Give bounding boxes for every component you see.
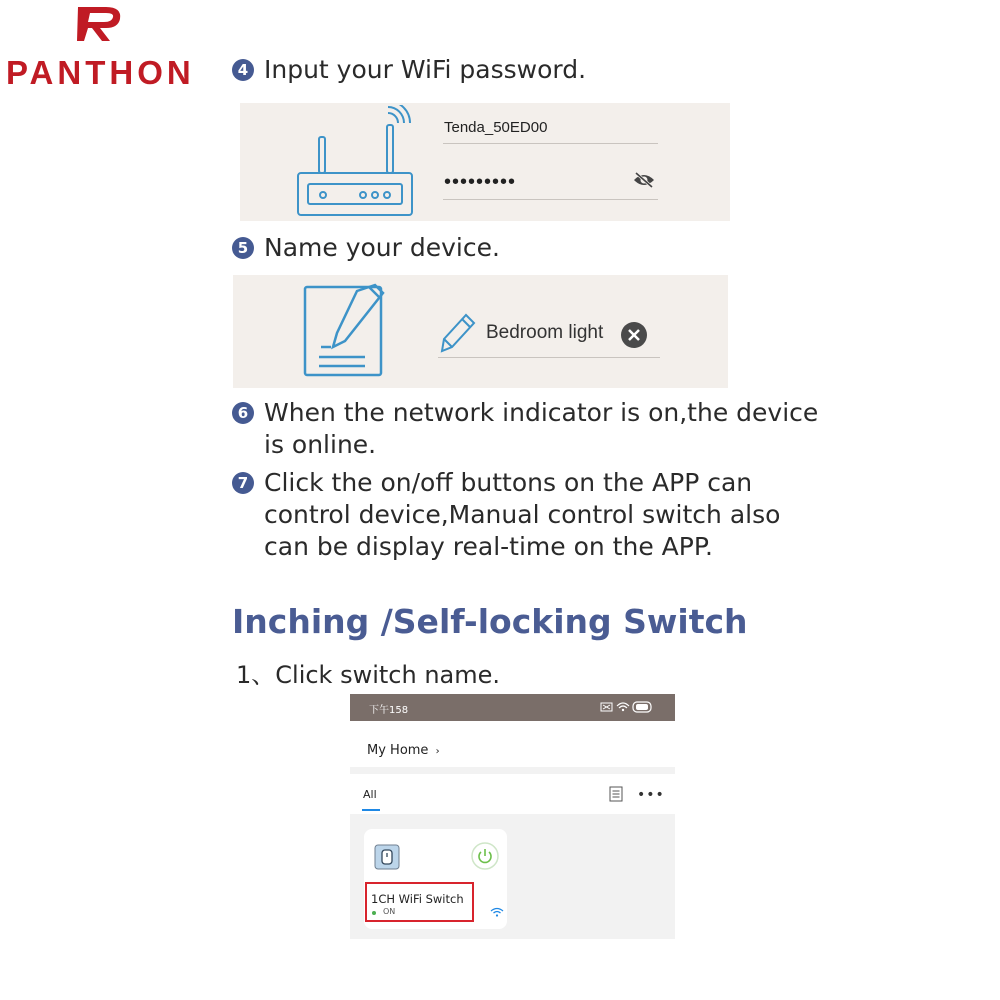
- chevron-right-icon: ›: [435, 746, 440, 757]
- tab-bar: [350, 774, 675, 814]
- step-6: [232, 397, 818, 461]
- step-text: Input your WiFi password.: [264, 55, 587, 84]
- step-7: [232, 467, 780, 563]
- home-title-text: My Home: [367, 743, 429, 758]
- app-screenshot: [350, 694, 675, 939]
- clear-icon: [620, 321, 648, 349]
- router-icon: [292, 105, 422, 220]
- tab-all[interactable]: All: [363, 788, 377, 801]
- password-field: •••••••••: [444, 171, 517, 193]
- step-number: 6: [232, 402, 254, 424]
- step-text-line: is online.: [264, 430, 377, 459]
- brand: [6, 0, 206, 100]
- device-name-illustration: [233, 275, 728, 388]
- section-step-1: 1、Click switch name.: [236, 661, 501, 689]
- panthon-logo-icon: [70, 4, 130, 44]
- device-name[interactable]: 1CH WiFi Switch: [371, 892, 464, 906]
- device-name-underline: [438, 357, 660, 358]
- tab-all-underline: [362, 809, 380, 811]
- step-number: 7: [232, 472, 254, 494]
- list-icon[interactable]: [609, 786, 623, 802]
- wifi-password-illustration: [240, 103, 730, 221]
- device-status: ON: [383, 907, 396, 916]
- step-text-line: When the network indicator is on,the device: [264, 398, 819, 427]
- step-text: Name your device.: [264, 233, 500, 262]
- more-icon[interactable]: •••: [637, 787, 665, 803]
- section-heading: Inching /Self-locking Switch: [232, 602, 748, 641]
- step-text-line: can be display real-time on the APP.: [264, 532, 713, 561]
- wifi-icon: [490, 907, 504, 917]
- step-text-line: control device,Manual control switch also: [264, 500, 781, 529]
- ssid-underline: [443, 143, 658, 144]
- status-icons: [595, 699, 665, 715]
- online-dot: [372, 911, 376, 915]
- step-number: 4: [232, 59, 254, 81]
- status-time: 下午158: [369, 705, 409, 716]
- device-card[interactable]: [364, 829, 507, 929]
- switch-device-icon: [374, 844, 400, 870]
- device-name-field: Bedroom light: [486, 322, 604, 343]
- wifi-ssid: Tenda_50ED00: [444, 119, 548, 136]
- brand-name: PANTHON: [6, 54, 195, 91]
- step-4: [232, 54, 586, 86]
- power-button-icon[interactable]: [471, 842, 499, 870]
- eye-off-icon: [632, 171, 656, 189]
- step-number: 5: [232, 237, 254, 259]
- pencil-icon: [438, 311, 478, 353]
- password-underline: [443, 199, 658, 200]
- step-5: [232, 232, 500, 264]
- edit-document-icon: [301, 279, 391, 379]
- home-title[interactable]: [367, 743, 440, 758]
- step-text-line: Click the on/off buttons on the APP can: [264, 468, 753, 497]
